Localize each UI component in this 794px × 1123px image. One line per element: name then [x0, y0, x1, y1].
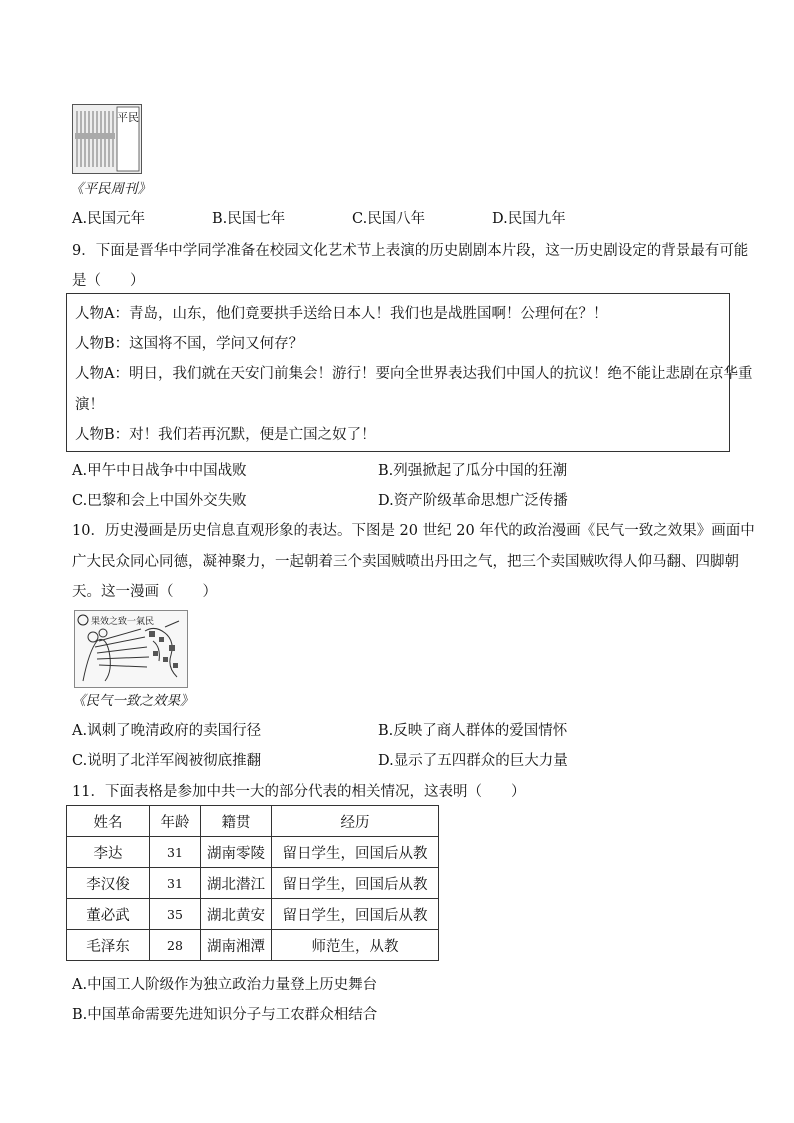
cartoon-title: 果效之致一氣民 [91, 617, 155, 627]
q8-option-c[interactable]: C.民国八年 [352, 211, 426, 227]
table-header-row [67, 806, 439, 837]
header-native-place: 籍贯 [201, 806, 272, 837]
q9-stem-line2: 是（ ） [72, 273, 145, 289]
cell-name: 董必武 [67, 899, 150, 930]
political-cartoon-image [74, 610, 188, 688]
delegates-table [66, 805, 439, 961]
q8-option-d[interactable]: D.民国九年 [492, 211, 566, 227]
q10-stem-line2: 广大民众同心同德，凝神聚力，一起朝着三个卖国贼喷出丹田之气，把三个卖国贼吹得人仰马翻、四脚朝 [72, 554, 739, 570]
table-row [67, 868, 439, 899]
q9-option-a[interactable]: A.甲午中日战争中中国战败 [72, 463, 247, 479]
dialog-line: 人物B：对！我们若再沉默，便是亡国之奴了！ [75, 427, 376, 443]
cell-native-place: 湖南湘潭 [201, 930, 272, 961]
cell-age: 31 [150, 868, 201, 899]
table-row [67, 899, 439, 930]
q10-option-a[interactable]: A.讽刺了晚清政府的卖国行径 [72, 723, 262, 739]
table-row [67, 837, 439, 868]
q9-option-d[interactable]: D.资产阶级革命思想广泛传播 [378, 493, 568, 509]
cell-experience: 师范生，从教 [272, 930, 439, 961]
newspaper-masthead: 平民 [117, 111, 139, 124]
q10-stem-line3: 天。这一漫画（ ） [72, 584, 217, 600]
pingmin-weekly-image [72, 104, 142, 174]
q8-image-caption: 《平民周刊》 [70, 181, 151, 197]
dialog-line: 人物A：明日，我们就在天安门前集会！游行！要向全世界表达我们中国人的抗议！绝不能让悲剧在京华重 [75, 366, 753, 382]
cell-age: 31 [150, 837, 201, 868]
dialog-line: 演！ [75, 397, 104, 413]
cell-experience: 留日学生，回国后从教 [272, 837, 439, 868]
q9-stem-line1: 9．下面是晋华中学同学准备在校园文化艺术节上表演的历史剧剧本片段，这一历史剧设定的背景最有可能 [72, 243, 749, 259]
q10-image-caption: 《民气一致之效果》 [72, 693, 194, 709]
cell-name: 李达 [67, 837, 150, 868]
q9-script-excerpt-box [66, 293, 753, 452]
q10-option-d[interactable]: D.显示了五四群众的巨大力量 [378, 753, 568, 769]
cell-name: 李汉俊 [67, 868, 150, 899]
q8-option-a[interactable]: A.民国元年 [72, 211, 146, 227]
q10-stem-line1: 10．历史漫画是历史信息直观形象的表达。下图是 20 世纪 20 年代的政治漫画《民气一致之效果》画面中 [72, 523, 755, 539]
cell-native-place: 湖北潜江 [201, 868, 272, 899]
cell-age: 35 [150, 899, 201, 930]
cell-native-place: 湖北黄安 [201, 899, 272, 930]
cartoon-illustration [75, 611, 187, 687]
dialog-line: 人物B：这国将不国，学问又何存？ [75, 336, 304, 352]
dialog-line: 人物A：青岛，山东，他们竟要拱手送给日本人！我们也是战胜国啊！公理何在？！ [75, 306, 608, 322]
q11-stem: 11．下面表格是参加中共一大的部分代表的相关情况，这表明（ ） [72, 784, 526, 800]
newspaper-illustration [73, 105, 141, 173]
cell-experience: 留日学生，回国后从教 [272, 868, 439, 899]
cell-name: 毛泽东 [67, 930, 150, 961]
table-row [67, 930, 439, 961]
header-name: 姓名 [67, 806, 150, 837]
q10-option-c[interactable]: C.说明了北洋军阀被彻底推翻 [72, 753, 262, 769]
q8-option-b[interactable]: B.民国七年 [212, 211, 286, 227]
q9-option-b[interactable]: B.列强掀起了瓜分中国的狂潮 [378, 463, 568, 479]
cell-experience: 留日学生，回国后从教 [272, 899, 439, 930]
q11-option-a[interactable]: A.中国工人阶级作为独立政治力量登上历史舞台 [72, 977, 378, 993]
q9-option-c[interactable]: C.巴黎和会上中国外交失败 [72, 493, 247, 509]
header-age: 年龄 [150, 806, 201, 837]
cell-age: 28 [150, 930, 201, 961]
q11-option-b[interactable]: B.中国革命需要先进知识分子与工农群众相结合 [72, 1007, 378, 1023]
q10-option-b[interactable]: B.反映了商人群体的爱国情怀 [378, 723, 568, 739]
header-experience: 经历 [272, 806, 439, 837]
cell-native-place: 湖南零陵 [201, 837, 272, 868]
